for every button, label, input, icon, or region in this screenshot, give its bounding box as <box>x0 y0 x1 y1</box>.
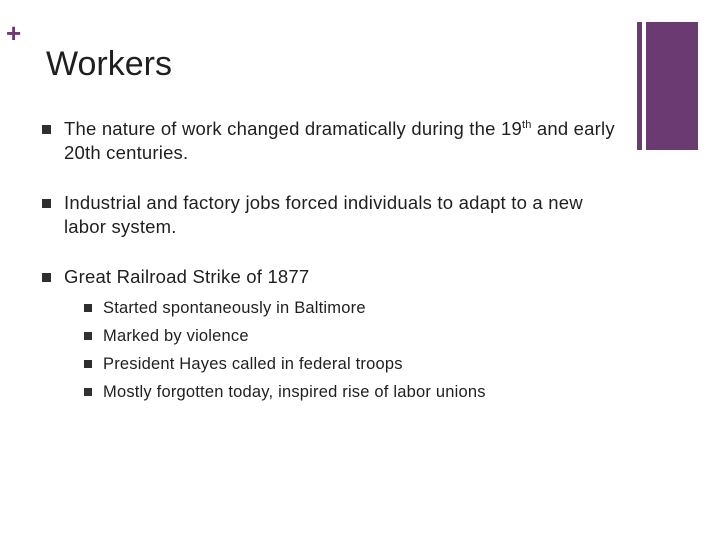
bullet-square-icon <box>42 273 51 282</box>
slide-title: Workers <box>46 45 172 83</box>
sub-bullet-text: Marked by violence <box>103 327 249 345</box>
accent-bar-thin <box>637 22 642 150</box>
bullet-item <box>42 117 622 165</box>
sub-bullet-item <box>84 353 622 375</box>
bullet-square-icon <box>84 332 92 340</box>
bullet-text: Great Railroad Strike of 1877 <box>64 266 310 287</box>
sub-bullet-item <box>84 325 622 347</box>
bullet-text: Industrial and factory jobs forced individuals to adapt to a new labor system. <box>64 192 583 237</box>
sub-bullet-list <box>84 297 622 403</box>
accent-bar-block <box>646 22 698 150</box>
bullet-square-icon <box>84 360 92 368</box>
bullet-square-icon <box>84 304 92 312</box>
sub-bullet-item <box>84 381 622 403</box>
bullet-list <box>42 117 622 409</box>
bullet-text-post: and early 20th centuries. <box>64 118 615 163</box>
bullet-square-icon <box>42 125 51 134</box>
bullet-text-sup: th <box>521 118 532 131</box>
bullet-square-icon <box>84 388 92 396</box>
bullet-item <box>42 191 622 239</box>
sub-bullet-item <box>84 297 622 319</box>
sub-bullet-text: Started spontaneously in Baltimore <box>103 299 366 317</box>
plus-icon: + <box>6 18 22 48</box>
sub-bullet-text: Mostly forgotten today, inspired rise of labor unions <box>103 383 486 401</box>
bullet-text-pre: The nature of work changed dramatically during the 19 <box>64 118 522 139</box>
bullet-item <box>42 265 622 403</box>
sub-bullet-text: President Hayes called in federal troops <box>103 355 403 373</box>
bullet-square-icon <box>42 199 51 208</box>
